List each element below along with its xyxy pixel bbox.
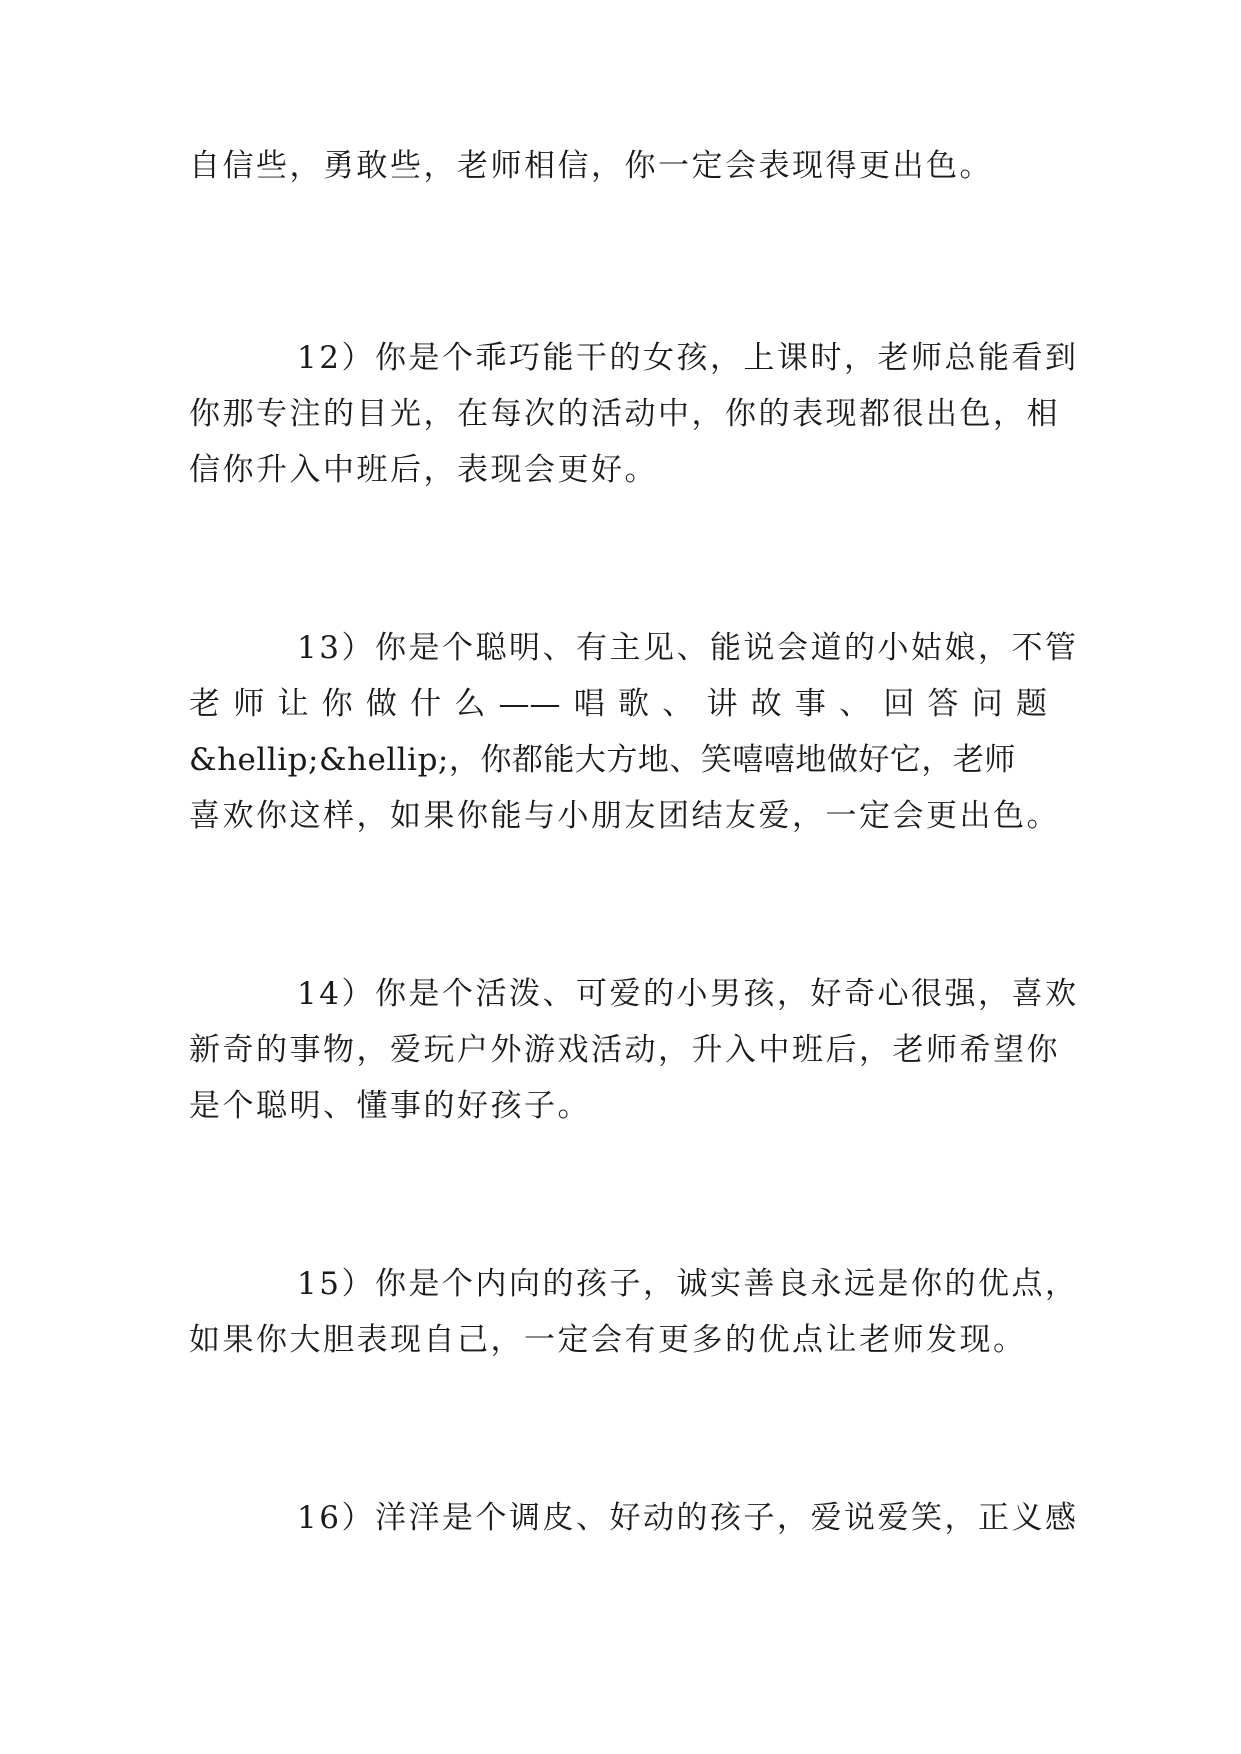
paragraph-line: 15）你是个内向的孩子，诚实善良永远是你的优点， xyxy=(297,1266,1079,1302)
paragraph-line: 信你升入中班后，表现会更好。 xyxy=(189,452,658,488)
paragraph-line: 如果你大胆表现自己，一定会有更多的优点让老师发现。 xyxy=(189,1322,1027,1358)
paragraph-line: 你那专注的目光，在每次的活动中，你的表现都很出色，相 xyxy=(189,396,1060,432)
paragraph-line: 新奇的事物，爱玩户外游戏活动，升入中班后，老师希望你 xyxy=(189,1032,1060,1068)
paragraph-line: &hellip;&hellip;，你都能大方地、笑嘻嘻地做好它，老师 xyxy=(189,742,1016,778)
paragraph-line: 是个聪明、懂事的好孩子。 xyxy=(189,1088,591,1124)
paragraph-line: 12）你是个乖巧能干的女孩，上课时，老师总能看到 xyxy=(297,340,1079,376)
paragraph-line: 13）你是个聪明、有主见、能说会道的小姑娘，不管 xyxy=(297,630,1079,666)
paragraph-line: 14）你是个活泼、可爱的小男孩，好奇心很强，喜欢 xyxy=(297,976,1079,1012)
paragraph-line: 喜欢你这样，如果你能与小朋友团结友爱，一定会更出色。 xyxy=(189,798,1060,834)
paragraph-line: 自信些，勇敢些，老师相信，你一定会表现得更出色。 xyxy=(189,148,993,184)
paragraph-line: 16）洋洋是个调皮、好动的孩子，爱说爱笑，正义感 xyxy=(297,1500,1079,1536)
paragraph-line: 老师让你做什么——唱歌、讲故事、回答问题 xyxy=(189,686,1047,722)
